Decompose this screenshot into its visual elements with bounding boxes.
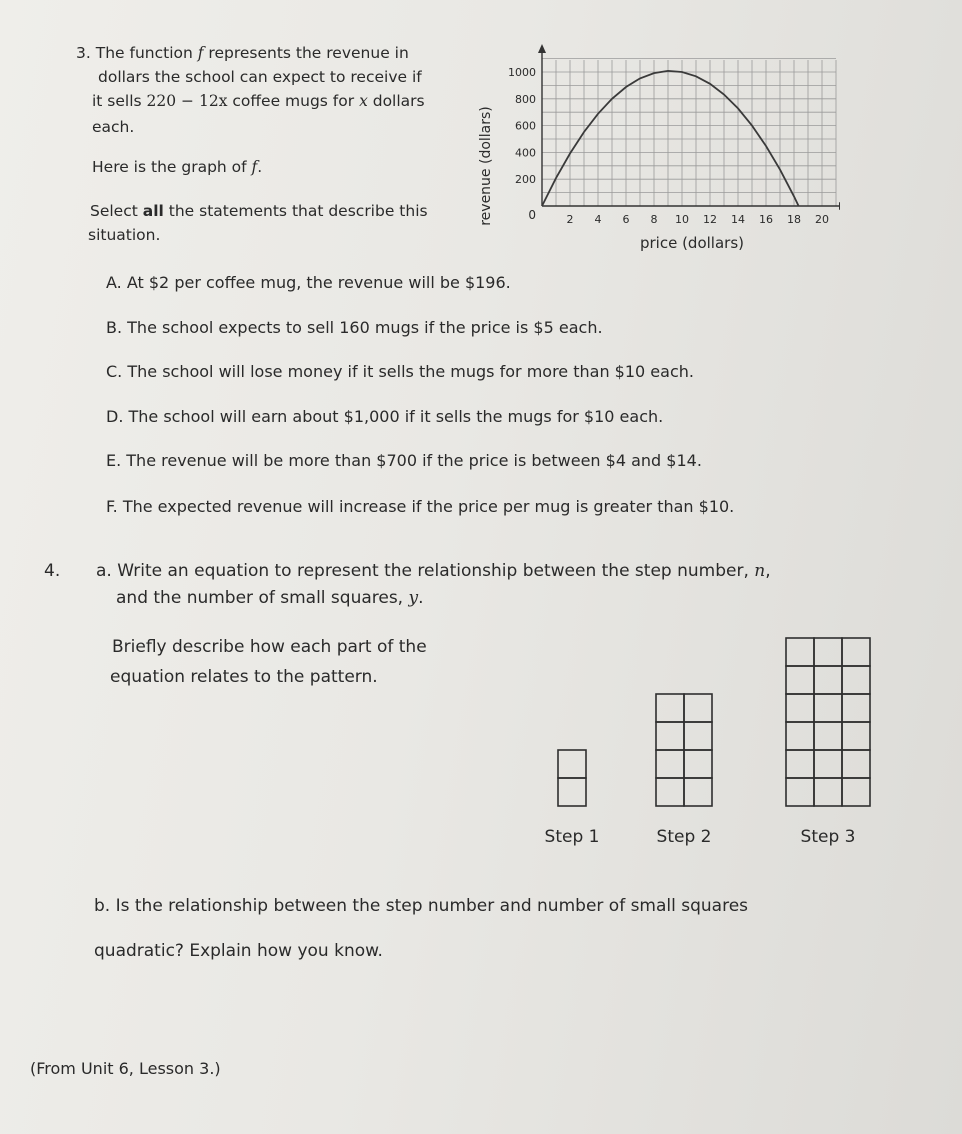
intro-line [92,90,425,112]
step-figure-1 [545,750,600,847]
instruction-emphasis: all [142,202,164,220]
x-tick-label: 16 [759,213,773,226]
x-tick-label: 8 [650,213,658,226]
small-square [786,722,814,750]
variable-y: y [408,588,419,608]
intro-text: it sells [92,92,147,110]
y-tick-label: 400 [515,146,536,160]
small-square [842,778,870,806]
small-square [786,778,814,806]
graph-intro [92,156,262,178]
step-figure-3 [786,638,870,847]
part-b-line: quadratic? Explain how you know. [94,941,383,961]
intro-line: dollars the school can expect to receive if [98,68,422,86]
y-tick-label: 600 [515,119,536,133]
option-label: D. [106,407,129,426]
small-square [842,694,870,722]
small-square [814,722,842,750]
part-a-text: . [418,588,424,608]
intro-text: coffee mugs for [227,92,360,110]
step-label: Step 1 [544,827,600,847]
instruction-text: Select [90,202,143,220]
step-label: Step 3 [800,827,856,847]
step-label: Step 2 [656,827,712,847]
option-text: At $2 per coffee mug, the revenue will be $196. [126,273,511,292]
answer-option-b [106,318,603,337]
small-square [656,778,684,806]
revenue-curve [542,71,799,206]
small-square [684,750,712,778]
x-axis-arrow [839,202,840,210]
small-square [814,750,842,778]
option-label: A. [106,273,127,292]
x-tick-label: 2 [566,213,574,226]
small-square [842,750,870,778]
y-axis-arrow [538,44,546,53]
step-figure-2 [656,694,712,847]
chart-series [542,71,799,206]
small-square [684,778,712,806]
answer-option-f [106,497,734,516]
x-tick-label: 10 [675,213,689,226]
answer-option-a [106,273,511,292]
small-square [814,694,842,722]
graph-intro-text: . [257,158,263,176]
small-square [684,722,712,750]
intro-text: The function [95,44,198,62]
option-label: E. [106,451,127,470]
part-a-text: a. Write an equation to represent the relationship between the step number, [96,561,755,581]
option-label: C. [106,362,128,381]
y-axis-label: revenue (dollars) [478,106,494,226]
footer-reference: (From Unit 6, Lesson 3.) [30,1059,221,1078]
small-square [786,694,814,722]
small-square [786,638,814,666]
function-symbol: f [251,158,258,176]
small-square [656,722,684,750]
option-label: F. [106,497,123,516]
part-a-text: , [765,561,771,581]
y-tick-label: 200 [515,173,536,187]
part-b-line: b. Is the relationship between the step number and number of small squares [94,896,749,916]
small-square [656,694,684,722]
square-pattern [520,630,900,860]
origin-label: 0 [528,208,536,222]
answer-option-d [106,407,663,426]
select-instruction [90,200,428,222]
option-text: The school expects to sell 160 mugs if the price is $5 each. [127,318,603,337]
small-square [814,666,842,694]
x-tick-label: 18 [787,213,801,226]
problem-4-number: 4. [44,561,61,581]
small-square [814,638,842,666]
y-tick-label: 1000 [508,66,536,79]
x-axis-label: price (dollars) [639,234,745,252]
problem-number: 3. [76,44,91,62]
part-a-line [96,561,771,581]
variable-n: n [754,561,766,581]
intro-line: each. [92,118,135,136]
x-tick-label: 4 [594,213,602,226]
small-square [814,778,842,806]
revenue-expression: 220 − 12x [146,92,228,110]
x-tick-label: 14 [731,213,745,226]
part-a-line [116,588,424,608]
describe-line: equation relates to the pattern. [110,667,378,687]
option-text: The school will lose money if it sells the mugs for more than $10 each. [127,362,694,381]
small-square [842,666,870,694]
chart-axes [538,44,840,210]
chart-grid [542,59,836,206]
intro-text: dollars [367,92,425,110]
part-a-text: and the number of small squares, [116,588,409,608]
option-text: The expected revenue will increase if the price per mug is greater than $10. [122,497,735,516]
small-square [786,666,814,694]
x-tick-label: 6 [622,213,630,226]
answer-option-c [106,362,694,381]
y-tick-label: 800 [515,92,536,106]
small-square [684,694,712,722]
option-text: The school will earn about $1,000 if it sells the mugs for $10 each. [128,407,664,426]
revenue-graph [470,38,840,260]
small-square [842,722,870,750]
small-square [786,750,814,778]
x-tick-label: 12 [703,213,717,226]
small-square [842,638,870,666]
x-tick-label: 20 [815,213,829,226]
small-square [558,750,586,778]
option-text: The revenue will be more than $700 if the price is between $4 and $14. [126,451,702,470]
instruction-text: the statements that describe this [163,202,428,220]
describe-line: Briefly describe how each part of the [112,637,427,657]
graph-intro-text: Here is the graph of [92,158,252,176]
function-symbol: f [197,44,204,62]
select-instruction-line2: situation. [88,226,161,244]
intro-text: represents the revenue in [203,44,409,62]
small-square [656,750,684,778]
problem-3-text [76,42,409,64]
answer-option-e [106,451,702,470]
option-label: B. [106,318,128,337]
variable-x: x [359,92,368,110]
small-square [558,778,586,806]
